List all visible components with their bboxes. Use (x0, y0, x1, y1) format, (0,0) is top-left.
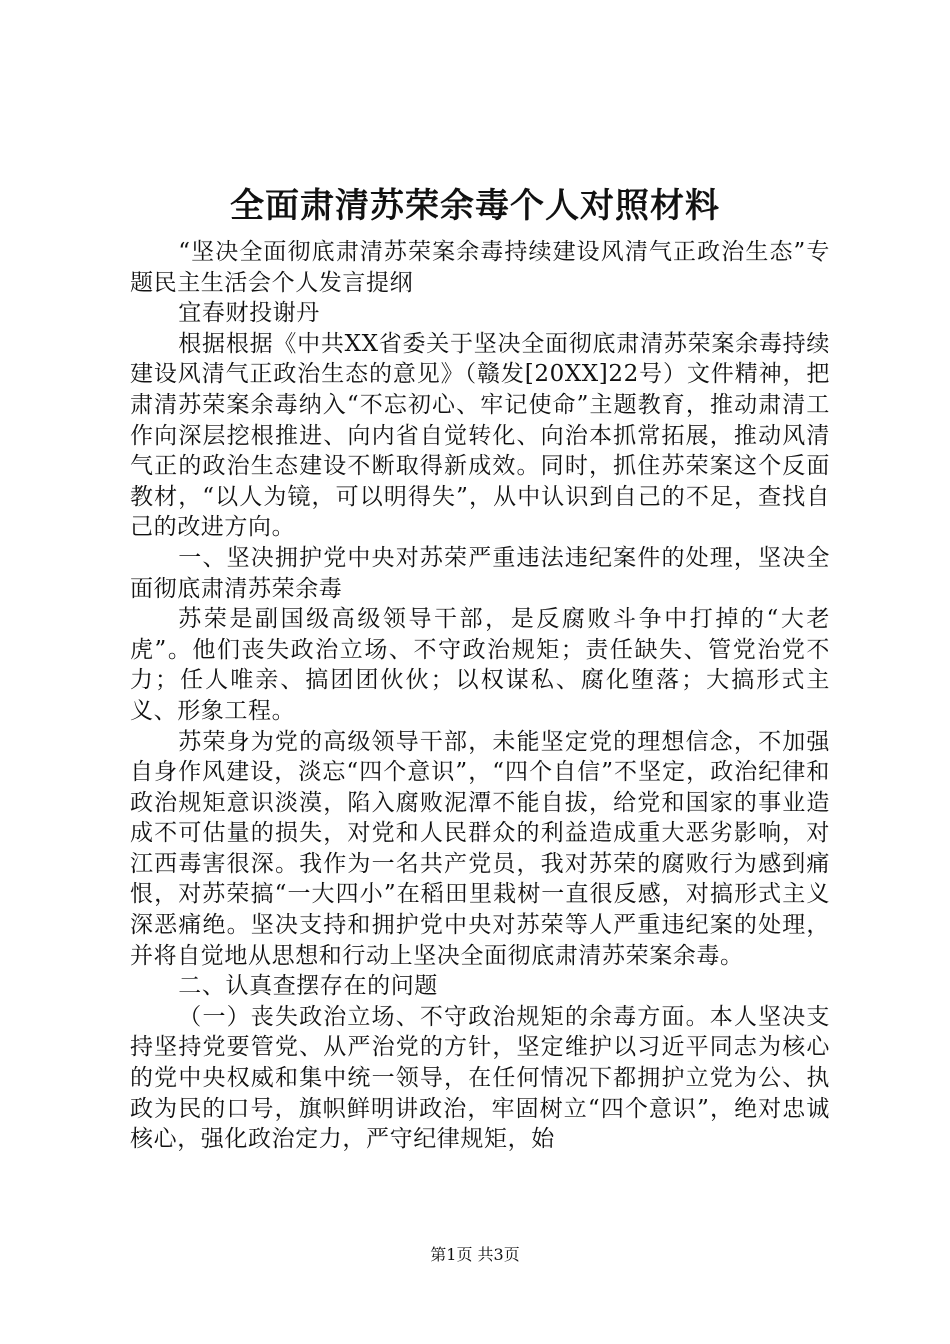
paragraph-1: 苏荣是副国级高级领导干部，是反腐败斗争中打掉的“大老虎”。他们丧失政治立场、不守政治规矩；责任缺失、管党治党不力；任人唯亲、搞团团伙伙；以权谋私、腐化堕落；大搞形式主义、形象工程。 (130, 606, 830, 724)
paragraph-meeting-subtitle: “坚决全面彻底肃清苏荣案余毒持续建设风清气正政治生态”专题民主生活会个人发言提纲 (130, 239, 830, 296)
section-heading-2: 二、认真查摆存在的问题 (178, 973, 438, 1000)
paragraph-intro: 根据根据《中共XX省委关于坚决全面彻底肃清苏荣案余毒持续建设风清气正政治生态的意见》（赣发[20XX]22号）文件精神，把肃清苏荣案余毒纳入“不忘初心、牢记使命”主题教育，推动肃清工作向深层挖根推进、向内省自觉转化、向治本抓常拓展，推动风清气正的政治生态建设不断取得新成效。同时，抓住苏荣案这个反面教材，“以人为镜，可以明得失”，从中认识到自己的不足，查找自己的改进方向。 (130, 330, 830, 541)
document-title: 全面肃清苏荣余毒个人对照材料 (230, 186, 720, 226)
paragraph-3: （一）丧失政治立场、不守政治规矩的余毒方面。本人坚决支持坚持党要管党、从严治党的方针，坚定维护以习近平同志为核心的党中央权威和集中统一领导，在任何情况下都拥护立党为公、执政为民的口号，旗帜鲜明讲政治，牢固树立“四个意识”，绝对忠诚核心，强化政治定力，严守纪律规矩，始 (130, 1003, 830, 1153)
page-number: 第1页 共3页 (430, 1245, 520, 1264)
paragraph-author: 宜春财投谢丹 (178, 300, 320, 327)
section-heading-1: 一、坚决拥护党中央对苏荣严重违法违纪案件的处理，坚决全面彻底肃清苏荣余毒 (130, 544, 830, 602)
document-body (130, 237, 830, 1155)
paragraph-2: 苏荣身为党的高级领导干部，未能坚定党的理想信念，不加强自身作风建设，淡忘“四个意识”，“四个自信”不坚定，政治纪律和政治规矩意识淡漠，陷入腐败泥潭不能自拔，给党和国家的事业造成不可估量的损失，对党和人民群众的利益造成重大恶劣影响，对江西毒害很深。我作为一名共产党员，我对苏荣的腐败行为感到痛恨，对苏荣搞“一大四小”在稻田里栽树一直很反感，对搞形式主义深恶痛绝。坚决支持和拥护党中央对苏荣等人严重违纪案的处理，并将自觉地从思想和行动上坚决全面彻底肃清苏荣案余毒。 (130, 728, 830, 969)
